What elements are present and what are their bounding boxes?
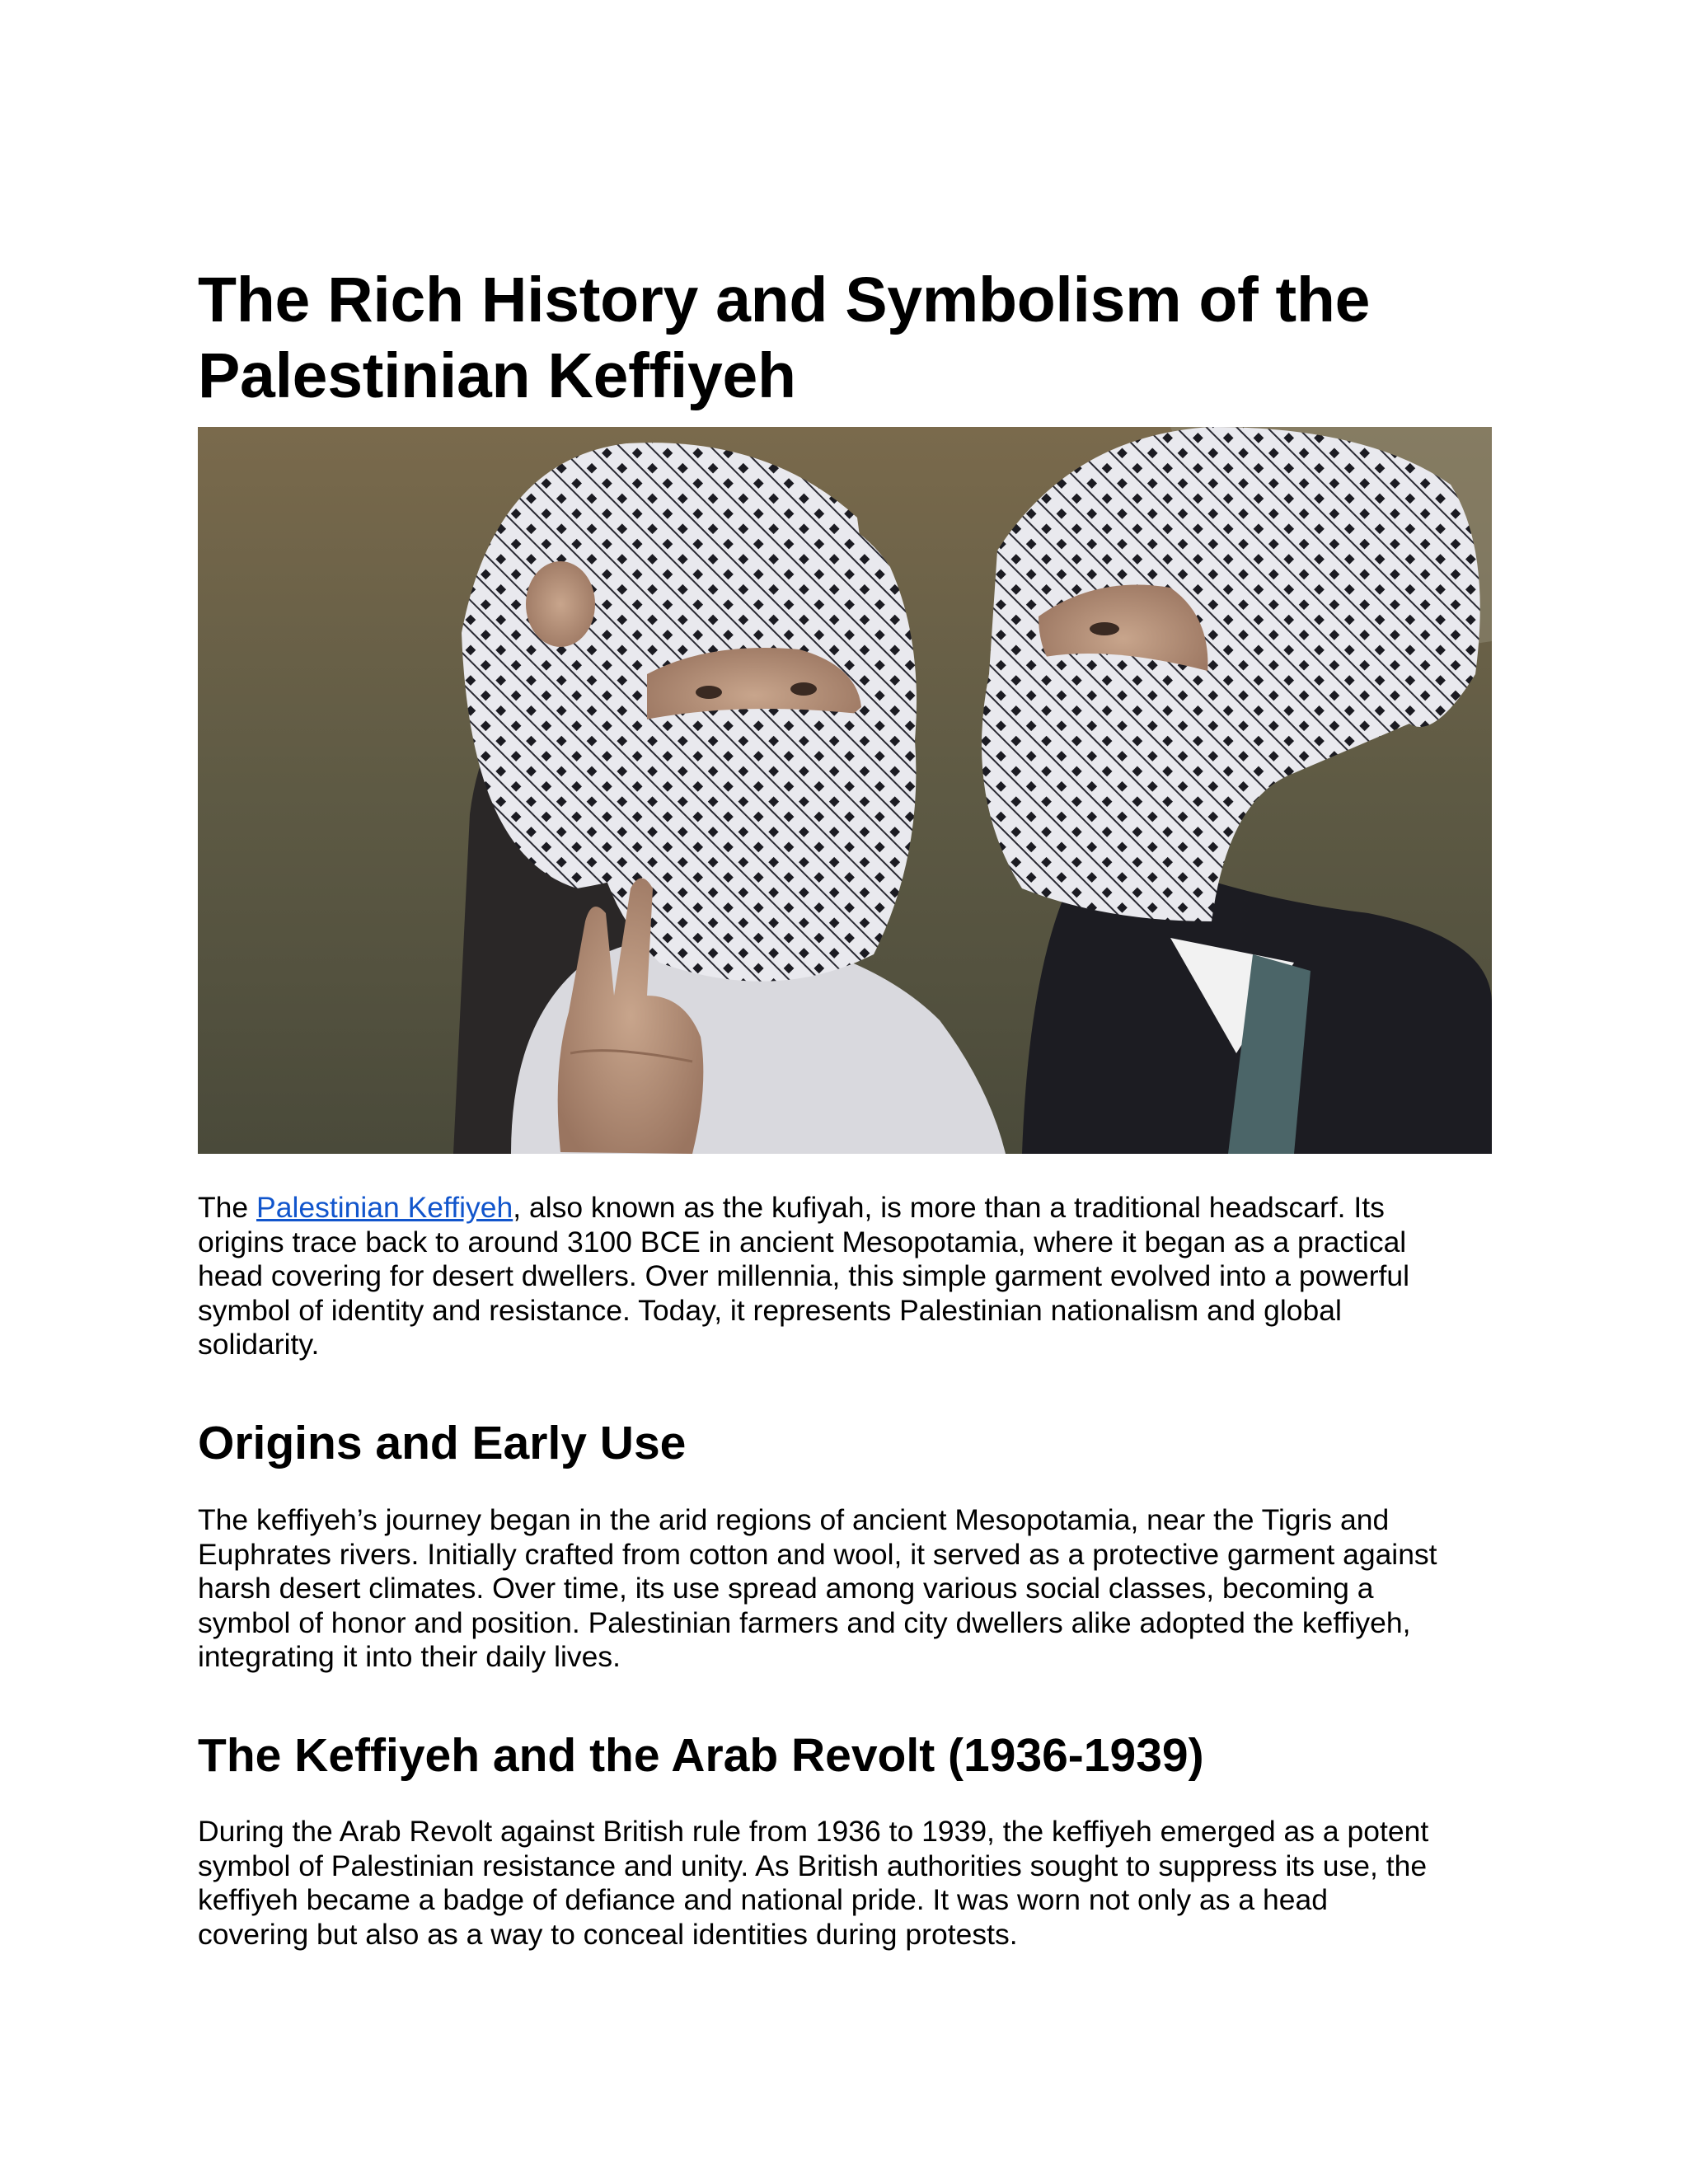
section-heading-origins: Origins and Early Use — [198, 1417, 687, 1469]
revolt-line-3: keffiyeh became a badge of defiance and national pride. It was worn not only as a head — [198, 1883, 1328, 1916]
intro-paragraph — [198, 1191, 1492, 1362]
origins-line-3: harsh desert climates. Over time, its use spread among various social classes, becoming a — [198, 1572, 1374, 1605]
intro-line-1 — [198, 1191, 1492, 1226]
title-line-1: The Rich History and Symbolism of the — [198, 265, 1371, 335]
title-line-2: Palestinian Keffiyeh — [198, 340, 796, 411]
hero-photo — [198, 427, 1492, 1154]
origins-line-1: The keffiyeh’s journey began in the arid regions of ancient Mesopotamia, near the Tigris and — [198, 1503, 1390, 1536]
revolt-line-4: covering but also as a way to conceal identities during protests. — [198, 1917, 1018, 1951]
intro-line-1-rest: , also known as the kufiyah, is more than a traditional headscarf. Its — [513, 1191, 1385, 1224]
revolt-line-1: During the Arab Revolt against British rule from 1936 to 1939, the keffiyeh emerged as a potent — [198, 1815, 1429, 1848]
section-heading-arab-revolt: The Keffiyeh and the Arab Revolt (1936-1939) — [198, 1729, 1204, 1782]
intro-lead-text: The — [198, 1191, 257, 1224]
origins-line-5: integrating it into their daily lives. — [198, 1640, 621, 1673]
palestinian-keffiyeh-link[interactable]: Palestinian Keffiyeh — [256, 1191, 513, 1224]
origins-line-4: symbol of honor and position. Palestinian farmers and city dwellers alike adopted the keffiyeh, — [198, 1605, 1411, 1639]
revolt-line-2: symbol of Palestinian resistance and unity. As British authorities sought to suppress its use, the — [198, 1849, 1428, 1882]
intro-line-4: symbol of identity and resistance. Today, it represents Palestinian nationalism and global — [198, 1293, 1342, 1327]
intro-line-2: origins trace back to around 3100 BCE in ancient Mesopotamia, where it began as a practical — [198, 1225, 1407, 1258]
arab-revolt-paragraph — [198, 1815, 1492, 1952]
origins-line-2: Euphrates rivers. Initially crafted from cotton and wool, it served as a protective garment against — [198, 1537, 1437, 1571]
intro-line-5: solidarity. — [198, 1328, 320, 1361]
page-title — [198, 262, 1492, 414]
origins-paragraph — [198, 1503, 1492, 1675]
intro-line-3: head covering for desert dwellers. Over millennia, this simple garment evolved into a powerful — [198, 1259, 1410, 1292]
